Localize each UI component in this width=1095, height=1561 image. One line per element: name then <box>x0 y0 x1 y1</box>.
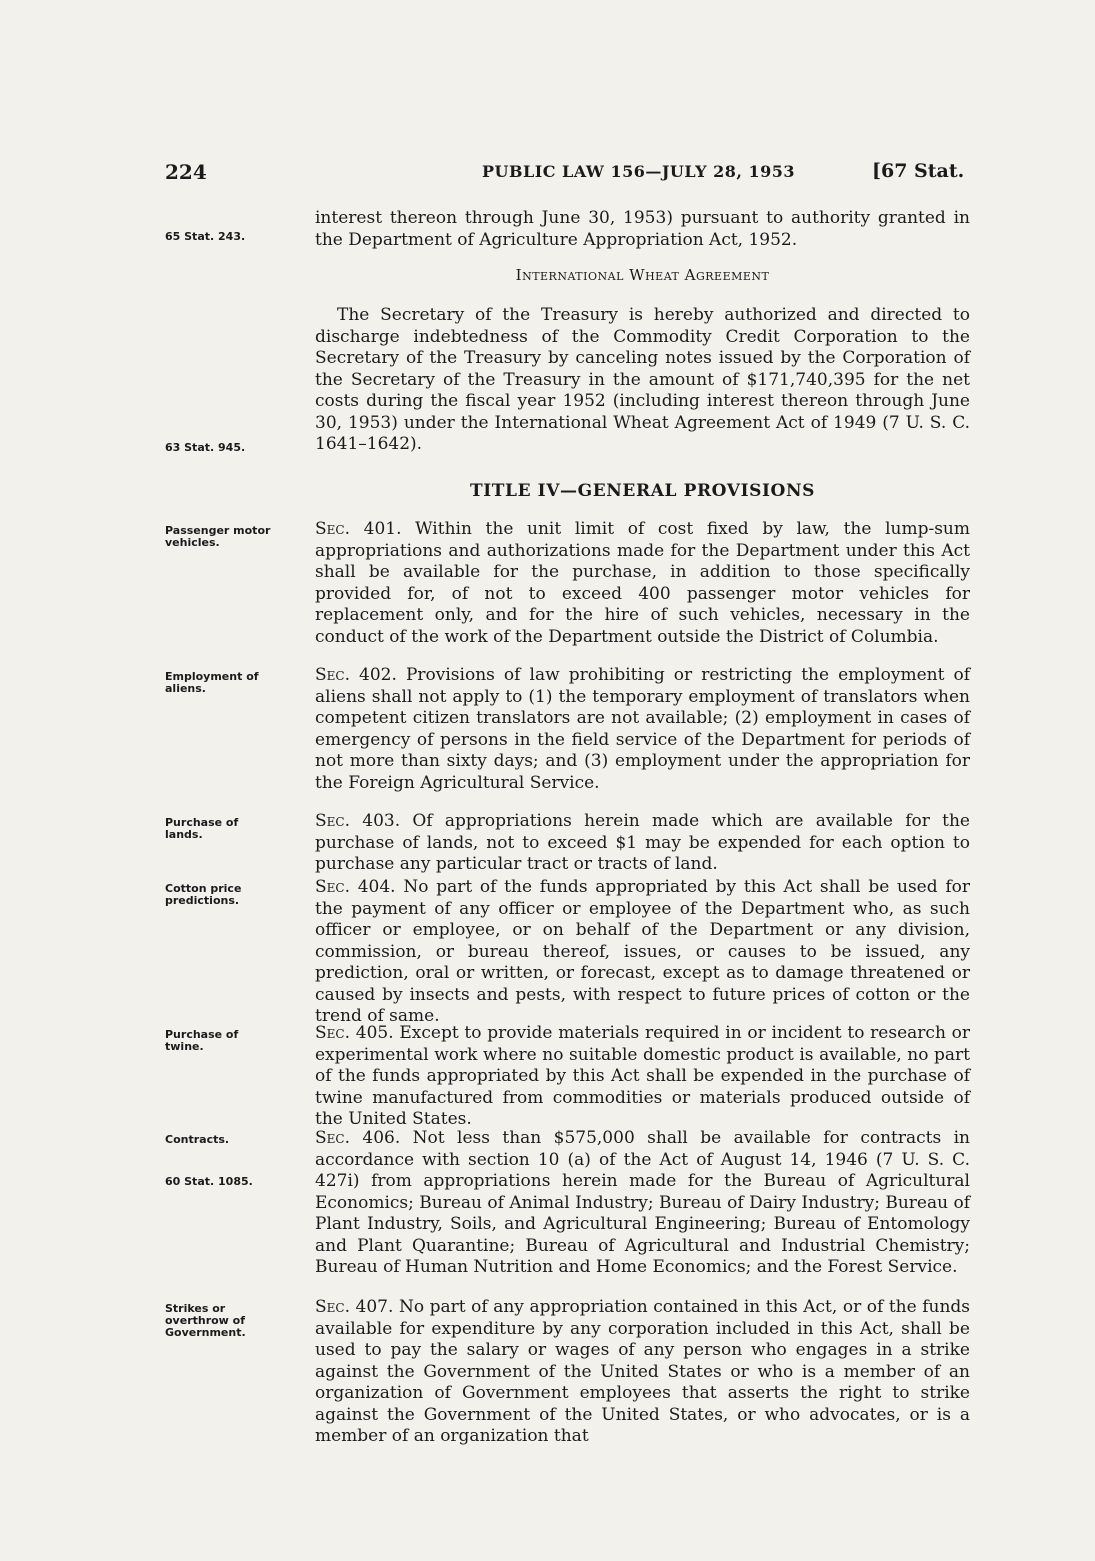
margin-note-passenger-vehicles: Passenger motor vehicles. <box>165 524 271 549</box>
title-iv-heading: TITLE IV—GENERAL PROVISIONS <box>469 481 815 501</box>
paragraph-iwa: The Secretary of the Treasury is hereby authorized and directed to discharge indebtedness of the Commodity Credit Corporation to the Secretary of the Treasury by canceling notes issued by the Corporation of the Secretary of the Treasury in the amount of $171,740,395 for the net costs during the fiscal year 1952 (including interest thereon through June 30, 1953) under the International Wheat Agreement Act of 1949 (7 U. S. C. 1641–1642). <box>315 305 970 454</box>
page-number: 224 <box>165 160 207 184</box>
section-402 <box>315 665 970 794</box>
volume-reference: [67 Stat. <box>872 160 965 182</box>
section-406-label: Sec. 406. <box>315 1128 401 1148</box>
section-402-text: Provisions of law prohibiting or restricting the employment of aliens shall not apply to (1) the temporary employment of translators when competent citizen translators are not available; (2) employment in cases of emergency of persons in the field service of the Department for periods of not more than sixty days; and (3) employment under the appropriation for the Foreign Agricultural Service. <box>315 665 971 793</box>
section-403 <box>315 811 970 876</box>
margin-note-strikes: Strikes or overthrow of Government. <box>165 1302 246 1339</box>
section-405-text: Except to provide materials required in or incident to research or experimental work where no suitable domestic product is available, no part of the funds appropriated by this Act shall be expended in the purchase of twine manufactured from commodities or materials produced outside of the United States. <box>315 1023 971 1129</box>
margin-note-purchase-twine: Purchase of twine. <box>165 1028 239 1053</box>
section-407 <box>315 1297 970 1448</box>
margin-note-63-stat-945: 63 Stat. 945. <box>165 441 246 454</box>
margin-note-contracts: Contracts. <box>165 1133 230 1146</box>
section-407-label: Sec. 407. <box>315 1297 394 1317</box>
section-heading-iwa: International Wheat Agreement <box>515 266 770 284</box>
section-406 <box>315 1128 970 1279</box>
section-405 <box>315 1023 970 1131</box>
section-402-label: Sec. 402. <box>315 665 397 685</box>
section-406-text: Not less than $575,000 shall be available for contracts in accordance with section 10 (a) of the Act of August 14, 1946 (7 U. S. C. 427i) from appropriations herein made for the Bureau of Agricultural Economics; Bureau of Animal Industry; Bureau of Dairy Industry; Bureau of Plant Industry, Soils, and Agricultural Engineering; Bureau of Entomology and Plant Quarantine; Bureau of Agricultural and Industrial Chemistry; Bureau of Human Nutrition and Home Economics; and the Forest Service. <box>315 1128 971 1277</box>
section-401-label: Sec. 401. <box>315 519 402 539</box>
section-405-label: Sec. 405. <box>315 1023 394 1043</box>
section-401 <box>315 519 970 648</box>
margin-note-cotton-predictions: Cotton price predictions. <box>165 882 242 907</box>
section-403-text: Of appropriations herein made which are available for the purchase of lands, not to exceed $1 may be expended for each option to purchase any particular tract or tracts of land. <box>315 811 970 874</box>
margin-note-65-stat-243: 65 Stat. 243. <box>165 230 246 243</box>
section-407-text: No part of any appropriation contained in this Act, or of the funds available for expenditure by any corporation included in this Act, shall be used to pay the salary or wages of any person who engages in a strike against the Government of the United States or who is a member of an organization of Government employees that asserts the right to strike against the Government of the United States, or who advocates, or is a member of an organization that <box>315 1297 971 1446</box>
running-title: PUBLIC LAW 156—JULY 28, 1953 <box>482 162 796 181</box>
section-404 <box>315 877 970 1028</box>
margin-note-employment-aliens: Employment of aliens. <box>165 670 259 695</box>
margin-note-purchase-lands: Purchase of lands. <box>165 816 239 841</box>
section-403-label: Sec. 403. <box>315 811 401 831</box>
section-401-text: Within the unit limit of cost fixed by law, the lump-sum appropriations and authorizations made for the Department under this Act shall be available for the purchase, in addition to those specifically provided for, of not to exceed 400 passenger motor vehicles for replacement only, and for the hire of such vehicles, necessary in the conduct of the work of the Department outside the District of Columbia. <box>315 519 970 647</box>
section-404-label: Sec. 404. <box>315 877 396 897</box>
section-404-text: No part of the funds appropriated by this Act shall be used for the payment of any officer or employee of the Department who, as such officer or employee, or on behalf of the Department or any division, commission, or bureau thereof, issues, or causes to be issued, any prediction, oral or written, or forecast, except as to damage threatened or caused by insects and pests, with respect to future prices of cotton or the trend of same. <box>315 877 971 1026</box>
page-header <box>0 160 1095 190</box>
continuation-paragraph: interest thereon through June 30, 1953) pursuant to authority granted in the Department of Agriculture Appropriation Act, 1952. <box>315 208 970 250</box>
margin-note-60-stat-1085: 60 Stat. 1085. <box>165 1175 253 1188</box>
